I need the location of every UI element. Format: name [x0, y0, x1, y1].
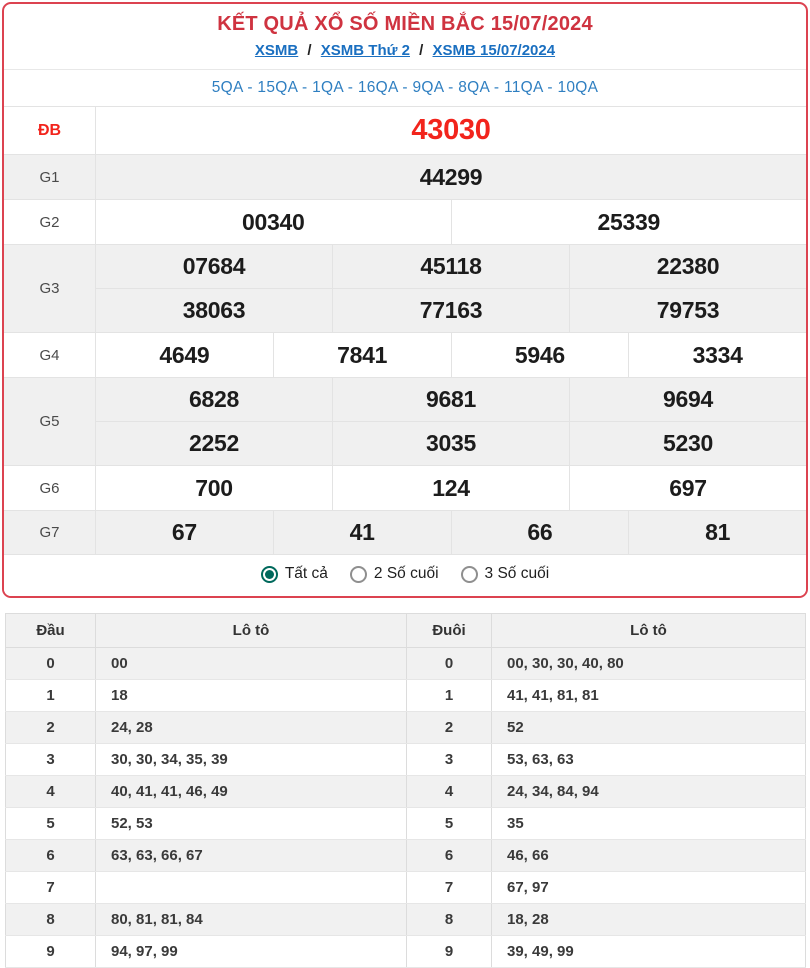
prize-number: 9681: [332, 378, 569, 421]
prize-number: 45118: [332, 245, 569, 288]
prize-line: [96, 200, 806, 244]
loto-cell-loto-duoi: 39, 49, 99: [492, 936, 806, 968]
prize-row-g2: [4, 199, 806, 244]
loto-cell-dau: 3: [6, 744, 96, 776]
prize-row-g4: [4, 332, 806, 377]
radio-unselected-icon: [350, 566, 367, 583]
loto-cell-duoi: 4: [407, 776, 492, 808]
loto-cell-dau: 8: [6, 904, 96, 936]
filter-option-3[interactable]: [461, 565, 550, 583]
loto-cell-loto-dau: 24, 28: [96, 712, 407, 744]
loto-cell-loto-dau: 00: [96, 648, 407, 680]
prize-number: 7841: [273, 333, 451, 377]
loto-cell-loto-dau: 63, 63, 66, 67: [96, 840, 407, 872]
filter-option-1[interactable]: [261, 565, 328, 583]
prize-label-g7: G7: [4, 511, 96, 554]
prize-table: [4, 106, 806, 554]
prize-line: [96, 288, 806, 332]
prize-label-g5: G5: [4, 378, 96, 465]
prize-number: 3035: [332, 422, 569, 465]
loto-cell-dau: 5: [6, 808, 96, 840]
breadcrumb-separator: /: [303, 42, 316, 59]
loto-table: [5, 613, 806, 968]
loto-card: [5, 613, 805, 968]
loto-cell-loto-dau: 40, 41, 41, 46, 49: [96, 776, 407, 808]
prize-lines: [96, 155, 806, 199]
prize-number: 07684: [182, 253, 246, 279]
prize-number: 697: [569, 466, 806, 510]
prize-number: 5946: [451, 333, 629, 377]
prize-number: 77163: [332, 289, 569, 332]
prize-number: 5230: [569, 422, 806, 465]
prize-number: 6828: [189, 386, 239, 412]
prize-number: 4649: [159, 341, 210, 368]
breadcrumb-link-3[interactable]: XSMB 15/07/2024: [432, 42, 556, 59]
prize-number: 2252: [189, 430, 239, 456]
prize-line: [96, 333, 806, 377]
prize-line: [96, 245, 806, 288]
loto-row-2: [6, 712, 806, 744]
filter-option-label: Tất cả: [284, 565, 328, 582]
loto-cell-loto-dau: 18: [96, 680, 407, 712]
radio-selected-icon: [261, 566, 278, 583]
prize-number: 22380: [569, 245, 806, 288]
loto-cell-dau: 7: [6, 872, 96, 904]
loto-row-8: [6, 904, 806, 936]
prize-number: 9694: [569, 378, 806, 421]
loto-cell-duoi: 5: [407, 808, 492, 840]
loto-cell-loto-dau: 52, 53: [96, 808, 407, 840]
prize-number: 44299: [419, 163, 483, 190]
loto-cell-loto-dau: 30, 30, 34, 35, 39: [96, 744, 407, 776]
filter-row: [4, 554, 806, 596]
loto-row-3: [6, 744, 806, 776]
loto-cell-loto-dau: [96, 872, 407, 904]
loto-cell-duoi: 6: [407, 840, 492, 872]
prize-label-g6: G6: [4, 466, 96, 510]
loto-header-2: Lô tô: [96, 614, 407, 648]
loto-cell-duoi: 2: [407, 712, 492, 744]
loto-cell-duoi: 1: [407, 680, 492, 712]
loto-row-1: [6, 680, 806, 712]
loto-cell-loto-duoi: 00, 30, 30, 40, 80: [492, 648, 806, 680]
loto-cell-loto-duoi: 18, 28: [492, 904, 806, 936]
loto-cell-loto-duoi: 67, 97: [492, 872, 806, 904]
breadcrumb: [4, 39, 806, 69]
loto-cell-loto-duoi: 24, 34, 84, 94: [492, 776, 806, 808]
prize-number: 79753: [569, 289, 806, 332]
prize-lines: [96, 511, 806, 554]
loto-cell-dau: 9: [6, 936, 96, 968]
prize-number: 700: [195, 474, 233, 501]
prize-line: [96, 421, 806, 465]
loto-cell-loto-duoi: 35: [492, 808, 806, 840]
loto-row-4: [6, 776, 806, 808]
breadcrumb-link-1[interactable]: XSMB: [254, 42, 299, 59]
loto-row-9: [6, 936, 806, 968]
loto-cell-dau: 4: [6, 776, 96, 808]
prize-number: 81: [628, 511, 806, 554]
loto-cell-dau: 6: [6, 840, 96, 872]
loto-cell-duoi: 3: [407, 744, 492, 776]
prize-row-g7: [4, 510, 806, 554]
prize-number: 25339: [451, 200, 807, 244]
qa-codes-line: 5QA - 15QA - 1QA - 16QA - 9QA - 8QA - 11QA - 10QA: [211, 79, 599, 96]
prize-row-g6: [4, 465, 806, 510]
loto-cell-loto-duoi: 53, 63, 63: [492, 744, 806, 776]
prize-number: 67: [171, 519, 197, 545]
breadcrumb-link-2[interactable]: XSMB Thứ 2: [320, 42, 410, 59]
prize-label-g3: G3: [4, 245, 96, 332]
loto-cell-duoi: 9: [407, 936, 492, 968]
loto-cell-duoi: 8: [407, 904, 492, 936]
loto-cell-loto-dau: 94, 97, 99: [96, 936, 407, 968]
loto-cell-dau: 1: [6, 680, 96, 712]
prize-label-g4: G4: [4, 333, 96, 377]
prize-number: 41: [273, 511, 451, 554]
prize-lines: [96, 333, 806, 377]
prize-number: 3334: [628, 333, 806, 377]
prize-number: 00340: [242, 208, 305, 235]
loto-row-6: [6, 840, 806, 872]
loto-cell-duoi: 0: [407, 648, 492, 680]
prize-label-g2: G2: [4, 200, 96, 244]
prize-lines: [96, 378, 806, 465]
prize-lines: [96, 107, 806, 154]
loto-row-5: [6, 808, 806, 840]
loto-header-row: [6, 614, 806, 648]
loto-cell-loto-duoi: 46, 66: [492, 840, 806, 872]
filter-option-label: 3 Số cuối: [484, 565, 550, 582]
prize-lines: [96, 245, 806, 332]
breadcrumb-separator: /: [414, 42, 428, 59]
loto-cell-dau: 0: [6, 648, 96, 680]
filter-option-2[interactable]: [350, 565, 439, 583]
loto-cell-loto-dau: 80, 81, 81, 84: [96, 904, 407, 936]
loto-cell-loto-duoi: 41, 41, 81, 81: [492, 680, 806, 712]
radio-unselected-icon: [461, 566, 478, 583]
loto-cell-dau: 2: [6, 712, 96, 744]
prize-lines: [96, 466, 806, 510]
prize-label-đb: ĐB: [4, 107, 96, 154]
loto-header-3: Đuôi: [407, 614, 492, 648]
filter-option-label: 2 Số cuối: [373, 565, 439, 582]
prize-lines: [96, 200, 806, 244]
results-card: [2, 2, 808, 598]
prize-number: 66: [451, 511, 629, 554]
prize-line: [96, 378, 806, 421]
loto-cell-loto-duoi: 52: [492, 712, 806, 744]
page-title: KẾT QUẢ XỔ SỐ MIỀN BẮC 15/07/2024: [217, 13, 593, 35]
loto-row-0: [6, 648, 806, 680]
loto-row-7: [6, 872, 806, 904]
loto-header-4: Lô tô: [492, 614, 806, 648]
prize-row-g5: [4, 377, 806, 465]
prize-number: 38063: [182, 297, 246, 323]
prize-line: [96, 155, 806, 199]
prize-line: [96, 107, 806, 154]
prize-row-g3: [4, 244, 806, 332]
prize-row-g1: [4, 154, 806, 199]
prize-line: [96, 466, 806, 510]
prize-label-g1: G1: [4, 155, 96, 199]
prize-row-đb: [4, 106, 806, 154]
prize-number: 124: [332, 466, 569, 510]
prize-line: [96, 511, 806, 554]
loto-header-1: Đầu: [6, 614, 96, 648]
loto-cell-duoi: 7: [407, 872, 492, 904]
prize-number: 43030: [411, 114, 491, 146]
